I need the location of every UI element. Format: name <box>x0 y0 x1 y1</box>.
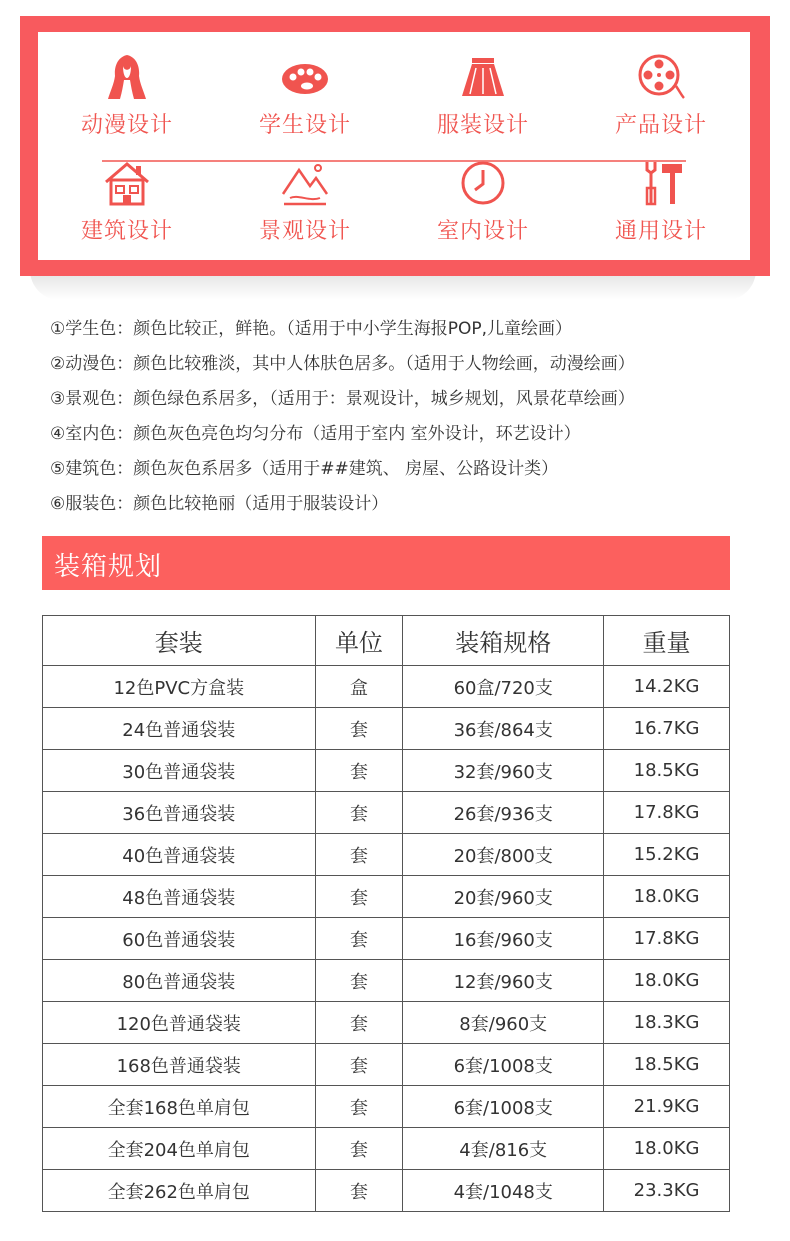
section-header <box>42 536 730 590</box>
note-interior-color: ④室内色：颜色灰色亮色均匀分布（适用于室内 室外设计，环艺设计） <box>50 424 581 444</box>
header-unit: 单位 <box>315 616 403 666</box>
category-landscape[interactable] <box>216 158 394 245</box>
category-student[interactable] <box>216 52 394 139</box>
cell-set: 12色PVC方盒装 <box>43 666 316 708</box>
cell-unit: 套 <box>315 1002 403 1044</box>
table-row <box>43 876 730 918</box>
cell-weight: 18.5KG <box>604 750 730 792</box>
cell-weight: 17.8KG <box>604 792 730 834</box>
category-label: 产品设计 <box>614 113 707 138</box>
cell-packing-spec: 4套/1048支 <box>403 1170 604 1212</box>
cell-packing-spec: 6套/1008支 <box>403 1044 604 1086</box>
cell-set: 36色普通袋装 <box>43 792 316 834</box>
cell-packing-spec: 16套/960支 <box>403 918 604 960</box>
table-row <box>43 918 730 960</box>
cell-packing-spec: 32套/960支 <box>403 750 604 792</box>
cell-set: 全套262色单肩包 <box>43 1170 316 1212</box>
cell-packing-spec: 26套/936支 <box>403 792 604 834</box>
table-row <box>43 1170 730 1212</box>
cell-set: 120色普通袋装 <box>43 1002 316 1044</box>
category-label: 服装设计 <box>436 113 529 138</box>
cell-unit: 套 <box>315 792 403 834</box>
category-banner <box>20 16 770 276</box>
category-interior[interactable] <box>394 158 572 245</box>
table-row <box>43 792 730 834</box>
cell-set: 30色普通袋装 <box>43 750 316 792</box>
cell-set: 24色普通袋装 <box>43 708 316 750</box>
cell-weight: 16.7KG <box>604 708 730 750</box>
skirt-icon <box>458 52 508 102</box>
cell-unit: 套 <box>315 918 403 960</box>
cell-weight: 18.0KG <box>604 1128 730 1170</box>
category-anime[interactable] <box>38 52 216 139</box>
table-row <box>43 708 730 750</box>
note-architecture-color: ⑤建筑色：颜色灰色系居多（适用于##建筑、 房屋、公路设计类） <box>50 459 559 479</box>
cell-set: 80色普通袋装 <box>43 960 316 1002</box>
header-weight: 重量 <box>604 616 730 666</box>
cell-weight: 18.5KG <box>604 1044 730 1086</box>
category-product[interactable] <box>572 52 750 139</box>
category-row-1 <box>38 52 750 139</box>
cell-set: 48色普通袋装 <box>43 876 316 918</box>
mountain-landscape-icon <box>280 158 330 208</box>
table-row <box>43 1128 730 1170</box>
note-student-color: ①学生色：颜色比较正，鲜艳。（适用于中小学生海报POP,儿童绘画） <box>50 319 573 339</box>
cell-packing-spec: 8套/960支 <box>403 1002 604 1044</box>
cell-weight: 18.0KG <box>604 876 730 918</box>
header-set: 套装 <box>43 616 316 666</box>
table-row <box>43 834 730 876</box>
house-icon <box>102 158 152 208</box>
color-notes <box>50 312 770 522</box>
packing-table <box>42 615 730 1212</box>
section-title: 装箱规划 <box>54 552 163 582</box>
category-label: 建筑设计 <box>80 219 173 244</box>
cell-weight: 17.8KG <box>604 918 730 960</box>
table-header-row <box>43 616 730 666</box>
cell-set: 168色普通袋装 <box>43 1044 316 1086</box>
cell-packing-spec: 20套/960支 <box>403 876 604 918</box>
cell-set: 全套204色单肩包 <box>43 1128 316 1170</box>
category-row-2 <box>38 158 750 245</box>
cell-unit: 套 <box>315 834 403 876</box>
table-row <box>43 1086 730 1128</box>
cell-packing-spec: 60盒/720支 <box>403 666 604 708</box>
paint-palette-icon <box>280 52 330 102</box>
cell-packing-spec: 6套/1008支 <box>403 1086 604 1128</box>
cell-unit: 套 <box>315 876 403 918</box>
note-landscape-color: ③景观色：颜色绿色系居多，（适用于：景观设计，城乡规划，风景花草绘画） <box>50 389 635 409</box>
category-architecture[interactable] <box>38 158 216 245</box>
cell-unit: 套 <box>315 1128 403 1170</box>
cell-unit: 套 <box>315 960 403 1002</box>
cell-set: 40色普通袋装 <box>43 834 316 876</box>
cell-unit: 盒 <box>315 666 403 708</box>
cell-weight: 15.2KG <box>604 834 730 876</box>
cell-weight: 23.3KG <box>604 1170 730 1212</box>
table-row <box>43 1002 730 1044</box>
category-label: 通用设计 <box>614 219 707 244</box>
table-body <box>43 666 730 1212</box>
cell-weight: 21.9KG <box>604 1086 730 1128</box>
category-label: 室内设计 <box>436 219 529 244</box>
category-label: 学生设计 <box>258 113 351 138</box>
table-row <box>43 1044 730 1086</box>
cell-packing-spec: 12套/960支 <box>403 960 604 1002</box>
cell-unit: 套 <box>315 750 403 792</box>
header-packing-spec: 装箱规格 <box>403 616 604 666</box>
table-row <box>43 666 730 708</box>
table-row <box>43 960 730 1002</box>
cell-packing-spec: 4套/816支 <box>403 1128 604 1170</box>
category-general[interactable] <box>572 158 750 245</box>
cell-weight: 18.0KG <box>604 960 730 1002</box>
category-clothing[interactable] <box>394 52 572 139</box>
cell-set: 60色普通袋装 <box>43 918 316 960</box>
category-label: 动漫设计 <box>80 113 173 138</box>
note-clothing-color: ⑥服装色：颜色比较艳丽（适用于服装设计） <box>50 494 389 514</box>
cell-weight: 18.3KG <box>604 1002 730 1044</box>
cell-unit: 套 <box>315 1044 403 1086</box>
film-reel-icon <box>636 52 686 102</box>
table-row <box>43 750 730 792</box>
cell-unit: 套 <box>315 1170 403 1212</box>
cell-packing-spec: 36套/864支 <box>403 708 604 750</box>
note-anime-color: ②动漫色：颜色比较雅淡，其中人体肤色居多。（适用于人物绘画，动漫绘画） <box>50 354 635 374</box>
cell-weight: 14.2KG <box>604 666 730 708</box>
cell-set: 全套168色单肩包 <box>43 1086 316 1128</box>
tools-icon <box>636 158 686 208</box>
cell-packing-spec: 20套/800支 <box>403 834 604 876</box>
anime-figure-icon <box>102 52 152 102</box>
category-label: 景观设计 <box>258 219 351 244</box>
cell-unit: 套 <box>315 1086 403 1128</box>
clock-icon <box>458 158 508 208</box>
cell-unit: 套 <box>315 708 403 750</box>
category-panel <box>38 32 750 260</box>
